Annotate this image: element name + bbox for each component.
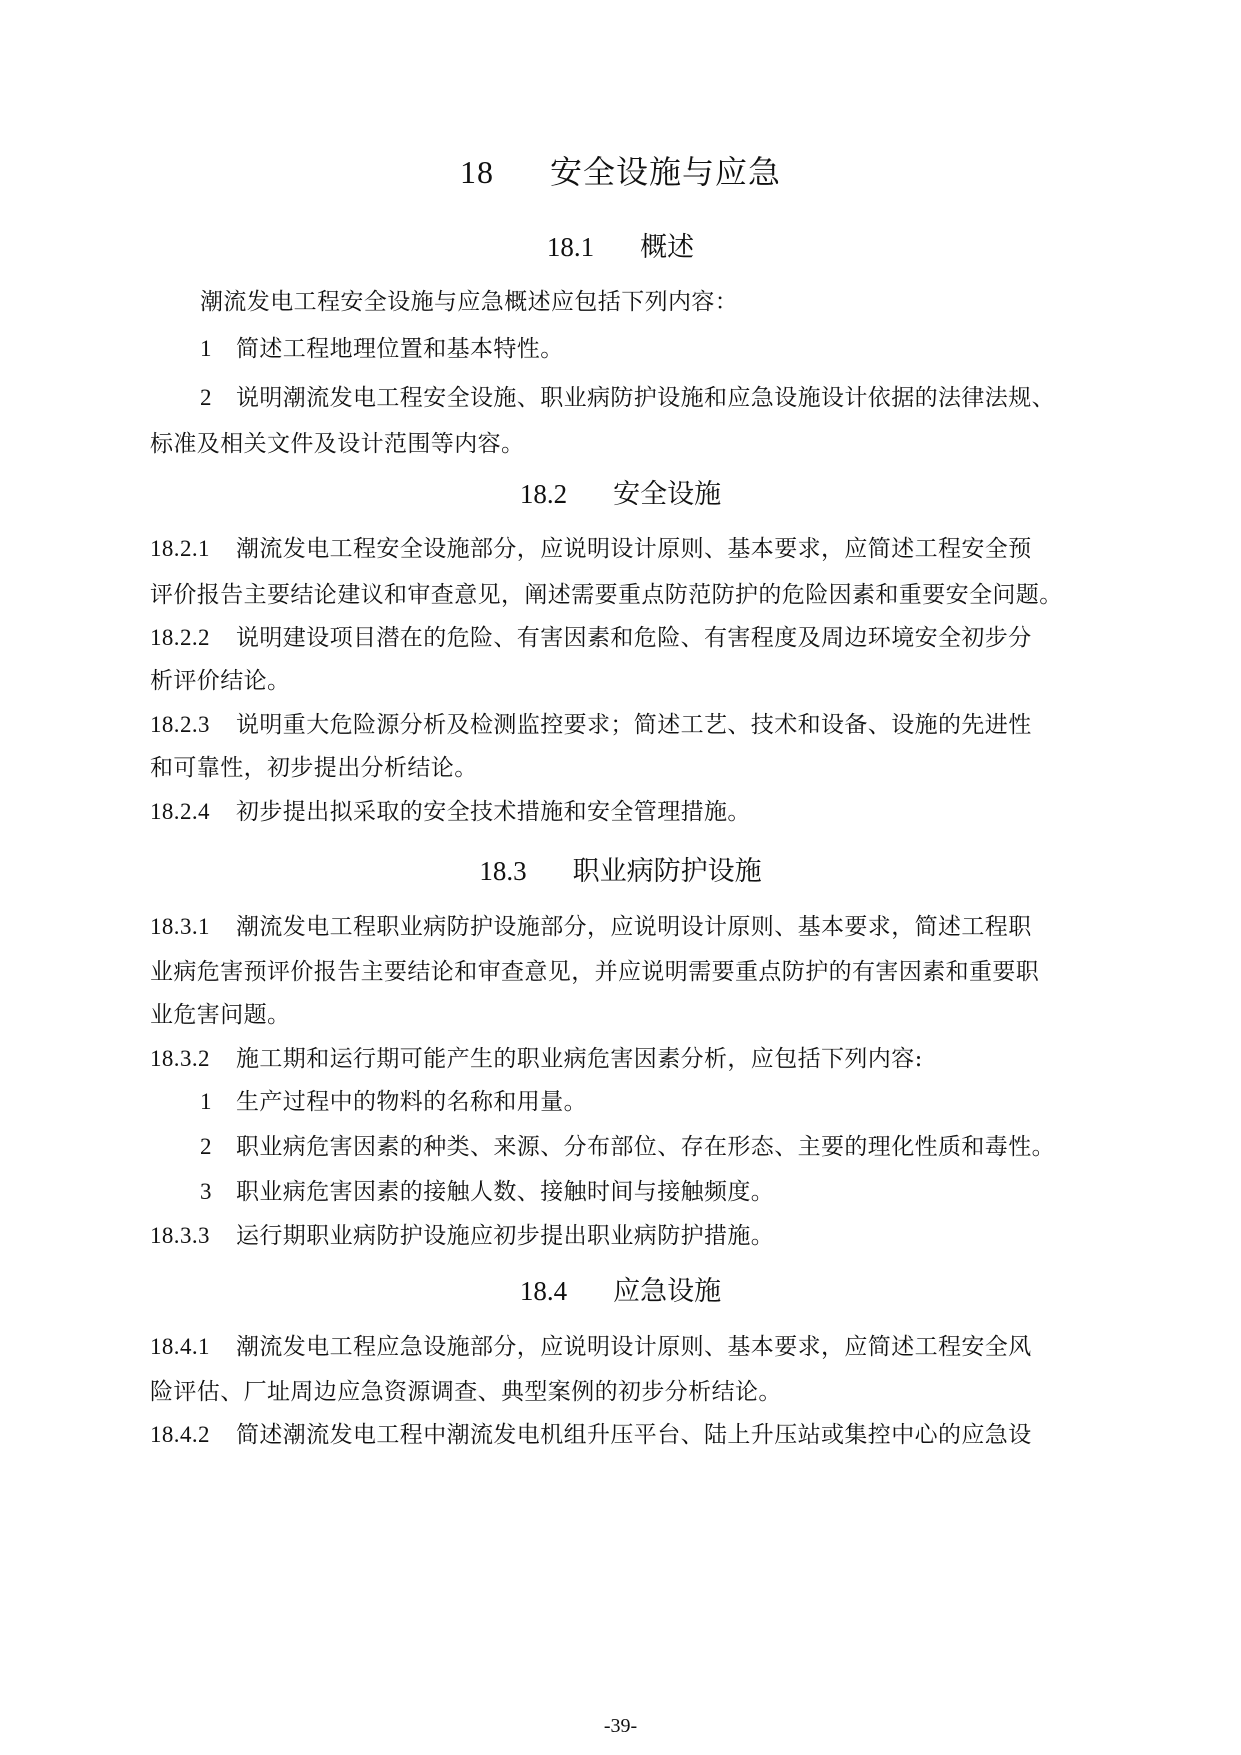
clause-number: 18.2.3 xyxy=(150,712,210,737)
paragraph-continuation: 评价报告主要结论建议和审查意见，阐述需要重点防范防护的危险因素和重要安全问题。 xyxy=(150,582,1063,608)
clause-text: 潮流发电工程职业病防护设施部分，应说明设计原则、基本要求，简述工程职 xyxy=(236,914,1032,940)
clause-text: 说明重大危险源分析及检测监控要求；简述工艺、技术和设备、设施的先进性 xyxy=(236,712,1032,738)
item-number: 1 xyxy=(200,1089,212,1114)
clause-18-3-3 xyxy=(150,1219,1100,1253)
section-number: 18.2 xyxy=(519,479,568,509)
clause-text: 说明建设项目潜在的危险、有害因素和危险、有害程度及周边环境安全初步分 xyxy=(236,625,1032,651)
list-item xyxy=(200,381,1100,415)
paragraph-continuation: 险评估、厂址周边应急资源调查、典型案例的初步分析结论。 xyxy=(150,1379,782,1405)
section-title-text: 应急设施 xyxy=(613,1276,722,1307)
item-number: 2 xyxy=(200,385,212,410)
clause-18-4-1 xyxy=(150,1330,1100,1364)
clause-number: 18.2.1 xyxy=(150,536,210,561)
clause-18-4-2 xyxy=(150,1418,1100,1452)
clause-number: 18.3.2 xyxy=(150,1046,210,1071)
clause-text: 运行期职业病防护设施应初步提出职业病防护措施。 xyxy=(236,1223,775,1249)
section-title-text: 职业病防护设施 xyxy=(572,856,762,887)
clause-18-3-2 xyxy=(150,1042,1100,1076)
paragraph-continuation: 和可靠性，初步提出分析结论。 xyxy=(150,755,478,781)
section-number: 18.3 xyxy=(479,856,527,886)
chapter-title xyxy=(0,150,1241,194)
list-item xyxy=(200,1175,1100,1209)
item-number: 2 xyxy=(200,1134,212,1159)
clause-number: 18.3.3 xyxy=(150,1223,210,1248)
paragraph-continuation: 标准及相关文件及设计范围等内容。 xyxy=(150,431,525,457)
paragraph-continuation: 业危害问题。 xyxy=(150,1002,291,1028)
item-text: 说明潮流发电工程安全设施、职业病防护设施和应急设施设计依据的法律法规、 xyxy=(236,385,1055,411)
section-title-18-3 xyxy=(0,851,1241,892)
clause-number: 18.2.4 xyxy=(150,799,210,824)
item-text: 生产过程中的物料的名称和用量。 xyxy=(236,1089,587,1115)
page-number: -39- xyxy=(603,1715,638,1737)
chapter-number: 18 xyxy=(459,154,494,190)
clause-18-2-2 xyxy=(150,621,1100,655)
section-title-18-2 xyxy=(0,474,1241,515)
clause-text: 施工期和运行期可能产生的职业病危害因素分析，应包括下列内容: xyxy=(236,1046,923,1072)
clause-text: 潮流发电工程应急设施部分，应说明设计原则、基本要求，应简述工程安全风 xyxy=(236,1334,1032,1360)
section-title-text: 安全设施 xyxy=(613,479,722,510)
list-item xyxy=(200,1085,1100,1119)
paragraph-continuation: 析评价结论。 xyxy=(150,668,291,694)
paragraph-intro: 潮流发电工程安全设施与应急概述应包括下列内容： xyxy=(200,289,739,315)
clause-18-3-1 xyxy=(150,910,1100,944)
clause-number: 18.3.1 xyxy=(150,914,210,939)
clause-18-2-1 xyxy=(150,532,1100,566)
section-number: 18.1 xyxy=(546,232,595,262)
clause-18-2-3 xyxy=(150,708,1100,742)
clause-number: 18.4.1 xyxy=(150,1334,210,1359)
paragraph-continuation: 业病危害预评价报告主要结论和审查意见，并应说明需要重点防护的有害因素和重要职 xyxy=(150,959,1040,985)
section-number: 18.4 xyxy=(519,1276,568,1306)
clause-number: 18.4.2 xyxy=(150,1422,210,1447)
section-title-18-1 xyxy=(0,227,1241,268)
chapter-title-text: 安全设施与应急 xyxy=(549,153,781,191)
clause-18-2-4 xyxy=(150,795,1100,829)
item-text: 职业病危害因素的种类、来源、分布部位、存在形态、主要的理化性质和毒性。 xyxy=(236,1134,1055,1160)
item-number: 3 xyxy=(200,1179,212,1204)
section-title-18-4 xyxy=(0,1271,1241,1312)
clause-text: 简述潮流发电工程中潮流发电机组升压平台、陆上升压站或集控中心的应急设 xyxy=(236,1422,1032,1448)
clause-text: 初步提出拟采取的安全技术措施和安全管理措施。 xyxy=(236,799,751,825)
item-number: 1 xyxy=(200,336,212,361)
section-title-text: 概述 xyxy=(640,232,695,263)
item-text: 简述工程地理位置和基本特性。 xyxy=(236,336,564,362)
list-item xyxy=(200,332,1100,366)
clause-text: 潮流发电工程安全设施部分，应说明设计原则、基本要求，应简述工程安全预 xyxy=(236,536,1032,562)
clause-number: 18.2.2 xyxy=(150,625,210,650)
list-item xyxy=(200,1130,1100,1164)
item-text: 职业病危害因素的接触人数、接触时间与接触频度。 xyxy=(236,1179,775,1205)
